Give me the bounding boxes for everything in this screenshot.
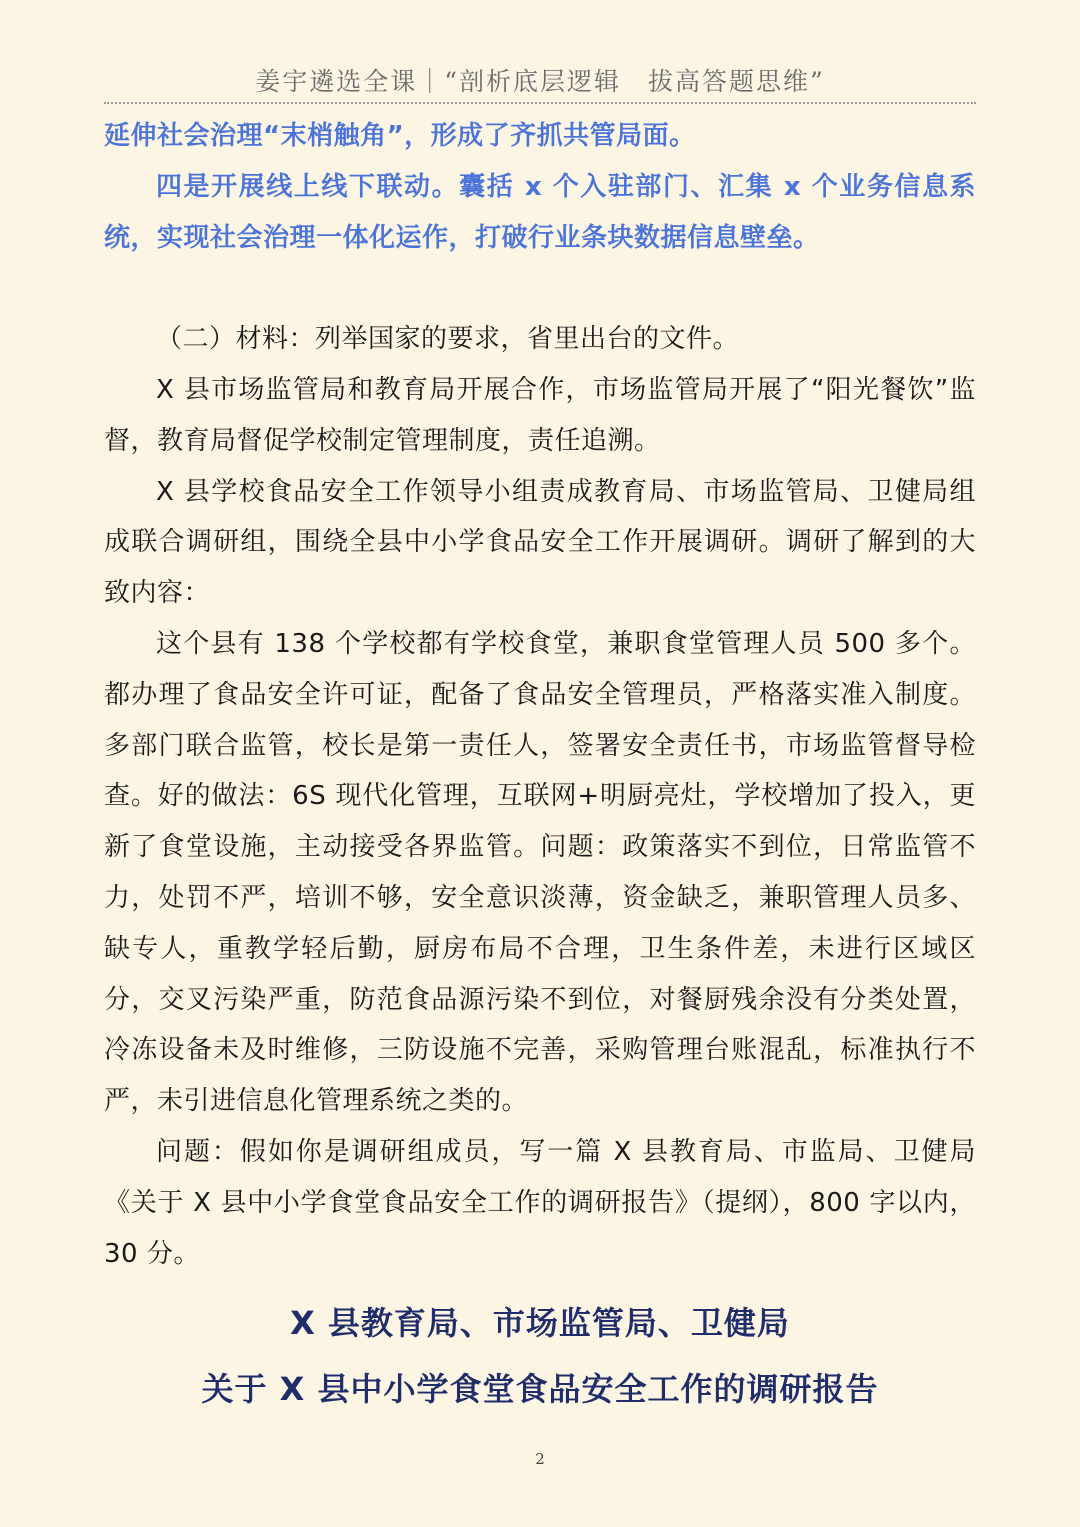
- page-header: 姜宇遴选全课｜“剖析底层逻辑 拔高答题思维”: [255, 67, 825, 96]
- page-number: 2: [535, 1450, 545, 1468]
- material-paragraph-3: 这个县有 138 个学校都有学校食堂，兼职食堂管理人员 500 多个。都办理了食品安全许可证，配备了食品安全管理员，严格落实准入制度。多部门联合监管，校长是第一责任人，签署安全责任书，市场监管督导检查。好的做法：6S 现代化管理，互联网+明厨亮灶，学校增加了投入，更新了食堂设施，主动接受各界监管。问题：政策落实不到位，日常监管不力，处罚不严，培训不够，安全意识淡薄，资金缺乏，兼职管理人员多、缺专人，重教学轻后勤，厨房布局不合理，卫生条件差，未进行区域区分，交叉污染严重，防范食品源污染不到位，对餐厨残余没有分类处置，冷冻设备未及时维修，三防设施不完善，采购管理台账混乱，标准执行不严，未引进信息化管理系统之类的。: [104, 628, 976, 1117]
- report-title: [104, 1290, 976, 1422]
- report-title-line-1: X 县教育局、市场监管局、卫健局: [290, 1304, 790, 1342]
- highlight-paragraph-1: 延伸社会治理“末梢触角”，形成了齐抓共管局面。: [104, 121, 696, 151]
- paragraph-spacer: [104, 263, 976, 314]
- material-heading: （二）材料：列举国家的要求，省里出台的文件。: [156, 324, 740, 355]
- report-title-line-2: 关于 X 县中小学食堂食品安全工作的调研报告: [201, 1370, 879, 1408]
- question-paragraph: 问题：假如你是调研组成员，写一篇 X 县教育局、市监局、卫健局《关于 X 县中小学食堂食品安全工作的调研报告》（提纲），800 字以内，30 分。: [104, 1136, 976, 1269]
- material-paragraph-2: X 县学校食品安全工作领导小组责成教育局、市场监管局、卫健局组成联合调研组，围绕全县中小学食品安全工作开展调研。调研了解到的大致内容：: [104, 476, 976, 609]
- header-divider: [104, 102, 976, 104]
- material-paragraph-1: X 县市场监管局和教育局开展合作，市场监管局开展了“阳光餐饮”监督，教育局督促学校制定管理制度，责任追溯。: [104, 374, 976, 456]
- highlight-paragraph-2: 四是开展线上线下联动。囊括 x 个入驻部门、汇集 x 个业务信息系统，实现社会治理一体化运作，打破行业条块数据信息壁垒。: [104, 171, 976, 253]
- document-body: [104, 111, 976, 1279]
